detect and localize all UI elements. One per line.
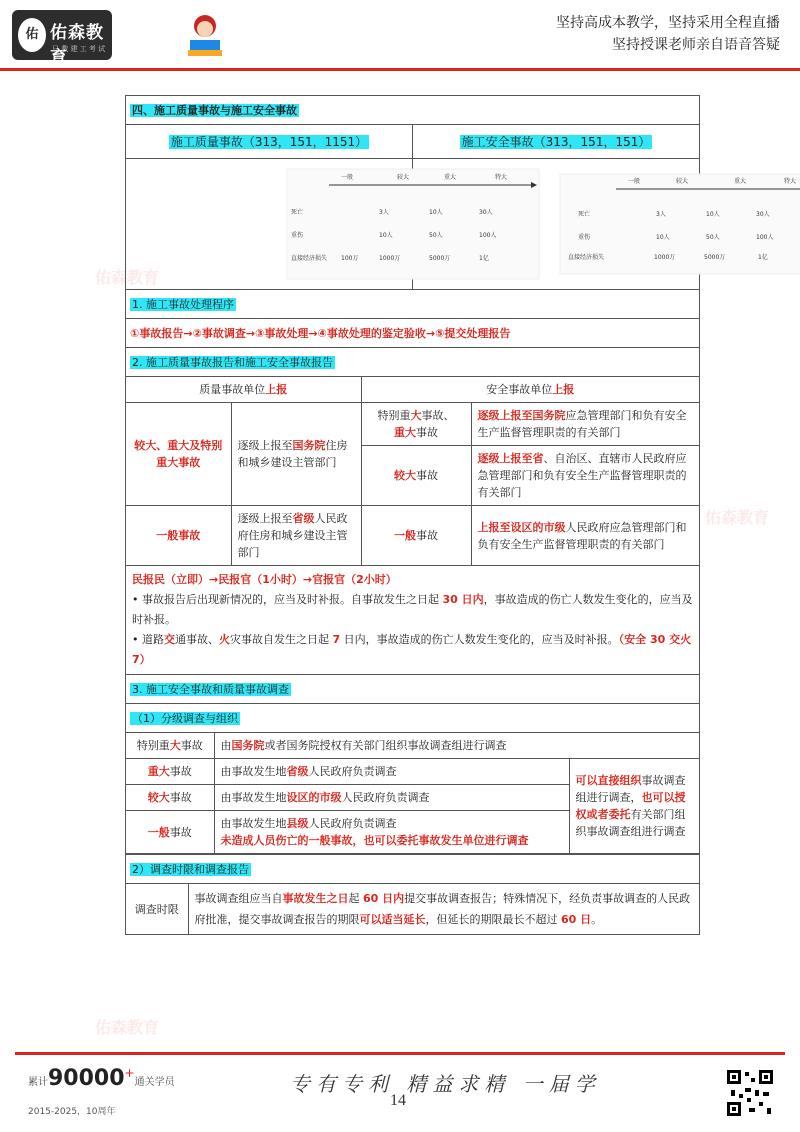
q-level-2: 较大 bbox=[397, 174, 410, 181]
safety-head: 施工安全事故（313，151，151） bbox=[461, 135, 651, 149]
section-title: 四、施工质量事故与施工安全事故 bbox=[126, 96, 699, 125]
section-investigation-title: 3. 施工安全事故和质量事故调查 bbox=[126, 675, 699, 704]
s-death-1: 3人 bbox=[656, 211, 666, 218]
accident-heads bbox=[126, 125, 699, 159]
qr-code-icon bbox=[725, 1068, 775, 1118]
inv-side-note: 可以直接组织事故调查组进行调查，也可以授权或者委托有关部门组织事故调查组进行调查 bbox=[569, 759, 699, 854]
s-injury-1: 10人 bbox=[656, 234, 670, 241]
safety-general-path: 上报至设区的市级人民政府应急管理部门和负有安全生产监督管理职责的有关部门 bbox=[471, 506, 699, 566]
safety-large-path: 逐级上报至省、自治区、直辖市人民政府应急管理部门和负有安全生产监督管理职责的有关部门 bbox=[471, 446, 699, 506]
anniversary-text: 2015-2025，10周年 bbox=[28, 1107, 116, 1117]
q-row-injury: 重伤 bbox=[291, 232, 304, 239]
report-head-row bbox=[126, 377, 699, 403]
page-header bbox=[0, 0, 800, 70]
accident-charts bbox=[126, 159, 797, 290]
logo-tagline: 只 教 建 工 考 试 bbox=[52, 45, 106, 53]
deadline-row bbox=[126, 884, 699, 934]
q-level-4: 特大 bbox=[495, 174, 508, 181]
safety-major-label: 特别重大事故、 重大事故 bbox=[361, 403, 471, 446]
student-count-number: 90000 bbox=[48, 1066, 125, 1091]
q-row-death: 死亡 bbox=[291, 209, 304, 216]
s-death-2: 10人 bbox=[706, 211, 720, 218]
inv-label-1: 特别重大事故 bbox=[126, 733, 214, 759]
handwritten-motto: 专有专利 精益求精 一届学 bbox=[290, 1072, 601, 1096]
s-level-3: 重大 bbox=[734, 178, 747, 185]
watermark: 佑森教育 bbox=[95, 268, 160, 287]
section-procedure-title: 1. 施工事故处理程序 bbox=[126, 290, 699, 319]
section-grading-title: （1）分级调查与组织 bbox=[126, 704, 699, 733]
s-death-3: 30人 bbox=[756, 211, 770, 218]
logo-name: 佑森教育 bbox=[50, 23, 104, 68]
header-divider bbox=[0, 68, 800, 71]
q-level-1: 一般 bbox=[341, 174, 354, 181]
inv-label-4: 一般事故 bbox=[126, 811, 214, 854]
header-slogan bbox=[556, 12, 780, 56]
safety-large-label: 较大事故 bbox=[361, 446, 471, 506]
quality-general-label: 一般事故 bbox=[126, 506, 231, 566]
page-number: 14 bbox=[390, 1092, 406, 1109]
q-loss-1: 100万 bbox=[341, 255, 359, 262]
logo-badge: 佑 bbox=[18, 18, 46, 52]
investigation-row bbox=[126, 759, 699, 785]
s-row-loss: 直接经济损失 bbox=[568, 254, 605, 261]
s-level-1: 一般 bbox=[628, 178, 641, 185]
quality-report-head: 质量事故单位上报 bbox=[126, 377, 361, 403]
footer-divider bbox=[15, 1052, 785, 1055]
q-death-1: 3人 bbox=[379, 209, 389, 216]
q-injury-3: 100人 bbox=[479, 232, 497, 239]
q-loss-2: 1000万 bbox=[379, 255, 401, 262]
quality-general-path: 逐级上报至省级人民政府住房和城乡建设主管部门 bbox=[231, 506, 361, 566]
brand-logo bbox=[12, 10, 112, 68]
s-injury-3: 100人 bbox=[756, 234, 774, 241]
procedure-steps: ①事故报告→②事故调查→③事故处理→④事故处理的鉴定验收→⑤提交处理报告 bbox=[126, 319, 699, 348]
safety-level-diagram bbox=[556, 159, 800, 289]
report-notes bbox=[126, 566, 699, 675]
mascot-icon bbox=[180, 10, 230, 60]
quality-level-chart bbox=[126, 159, 508, 289]
note-1: • 事故报告后出现新情况的，应当及时补报。自事故发生之日起 30 日内，事故造成的伤亡人数发生变化的，应当及时补报。 bbox=[132, 593, 693, 626]
s-loss-1: 1000万 bbox=[654, 254, 676, 261]
s-row-death: 死亡 bbox=[578, 211, 591, 218]
q-death-3: 30人 bbox=[479, 209, 493, 216]
student-count: 累计90000+通关学员 bbox=[28, 1066, 175, 1091]
quality-head: 施工质量事故（313，151，1151） bbox=[126, 125, 413, 158]
q-injury-2: 50人 bbox=[429, 232, 443, 239]
q-level-3: 重大 bbox=[444, 174, 457, 181]
watermark: 佑森教育 bbox=[705, 508, 770, 527]
s-loss-3: 1亿 bbox=[758, 254, 768, 261]
report-row bbox=[126, 506, 699, 566]
slogan-line-2: 坚持授课老师亲自语音答疑 bbox=[612, 37, 780, 53]
investigation-row bbox=[126, 733, 699, 759]
q-loss-3: 5000万 bbox=[429, 255, 451, 262]
q-injury-1: 10人 bbox=[379, 232, 393, 239]
note-2: • 道路交通事故、火灾事故自发生之日起 7 日内，事故造成的伤亡人数发生变化的，应当及时补报。（安全 30 交火 7） bbox=[132, 633, 692, 666]
s-level-2: 较大 bbox=[676, 178, 689, 185]
section-deadline-title: 2）调查时限和调查报告 bbox=[126, 854, 699, 884]
section-report-title: 2. 施工质量事故报告和施工安全事故报告 bbox=[126, 348, 699, 377]
report-row bbox=[126, 403, 699, 446]
q-row-loss: 直接经济损失 bbox=[291, 255, 328, 262]
quality-major-path: 逐级上报至国务院住房和城乡建设主管部门 bbox=[231, 403, 361, 506]
inv-label-2: 重大事故 bbox=[126, 759, 214, 785]
safety-major-path: 逐级上报至国务院应急管理部门和负有安全生产监督管理职责的有关部门 bbox=[471, 403, 699, 446]
safety-level-chart bbox=[413, 159, 797, 289]
quality-major-label: 较大、重大及特别重大事故 bbox=[126, 403, 231, 506]
q-death-2: 10人 bbox=[429, 209, 443, 216]
report-flow: 民报民（立即）→民报官（1小时）→官报官（2小时） bbox=[132, 573, 397, 586]
inv-body-1: 由国务院或者国务院授权有关部门组织事故调查组进行调查 bbox=[214, 733, 699, 759]
watermark: 佑森教育 bbox=[95, 1018, 160, 1037]
s-injury-2: 50人 bbox=[706, 234, 720, 241]
inv-body-4: 由事故发生地县级人民政府负责调查 未造成人员伤亡的一般事故，也可以委托事故发生单位进行调查 bbox=[214, 811, 569, 854]
inv-body-2: 由事故发生地省级人民政府负责调查 bbox=[214, 759, 569, 785]
investigation-table bbox=[126, 733, 699, 854]
inv-label-3: 较大事故 bbox=[126, 785, 214, 811]
report-table bbox=[126, 377, 699, 566]
inv-body-3: 由事故发生地设区的市级人民政府负责调查 bbox=[214, 785, 569, 811]
deadline-table bbox=[126, 884, 699, 934]
s-level-4: 特大 bbox=[784, 178, 797, 185]
s-row-injury: 重伤 bbox=[578, 234, 591, 241]
slogan-line-1: 坚持高成本教学，坚持采用全程直播 bbox=[556, 15, 780, 31]
q-loss-4: 1亿 bbox=[479, 255, 489, 262]
s-loss-2: 5000万 bbox=[704, 254, 726, 261]
deadline-label: 调查时限 bbox=[126, 884, 188, 934]
deadline-body: 事故调查组应当自事故发生之日起 60 日内提交事故调查报告；特殊情况下，经负责事故调查的人民政府批准，提交事故调查报告的期限可以适当延长，但延长的期限最长不超过 60 日。 bbox=[188, 884, 699, 934]
safety-general-label: 一般事故 bbox=[361, 506, 471, 566]
safety-report-head: 安全事故单位上报 bbox=[361, 377, 699, 403]
page-footer bbox=[0, 1052, 800, 1132]
